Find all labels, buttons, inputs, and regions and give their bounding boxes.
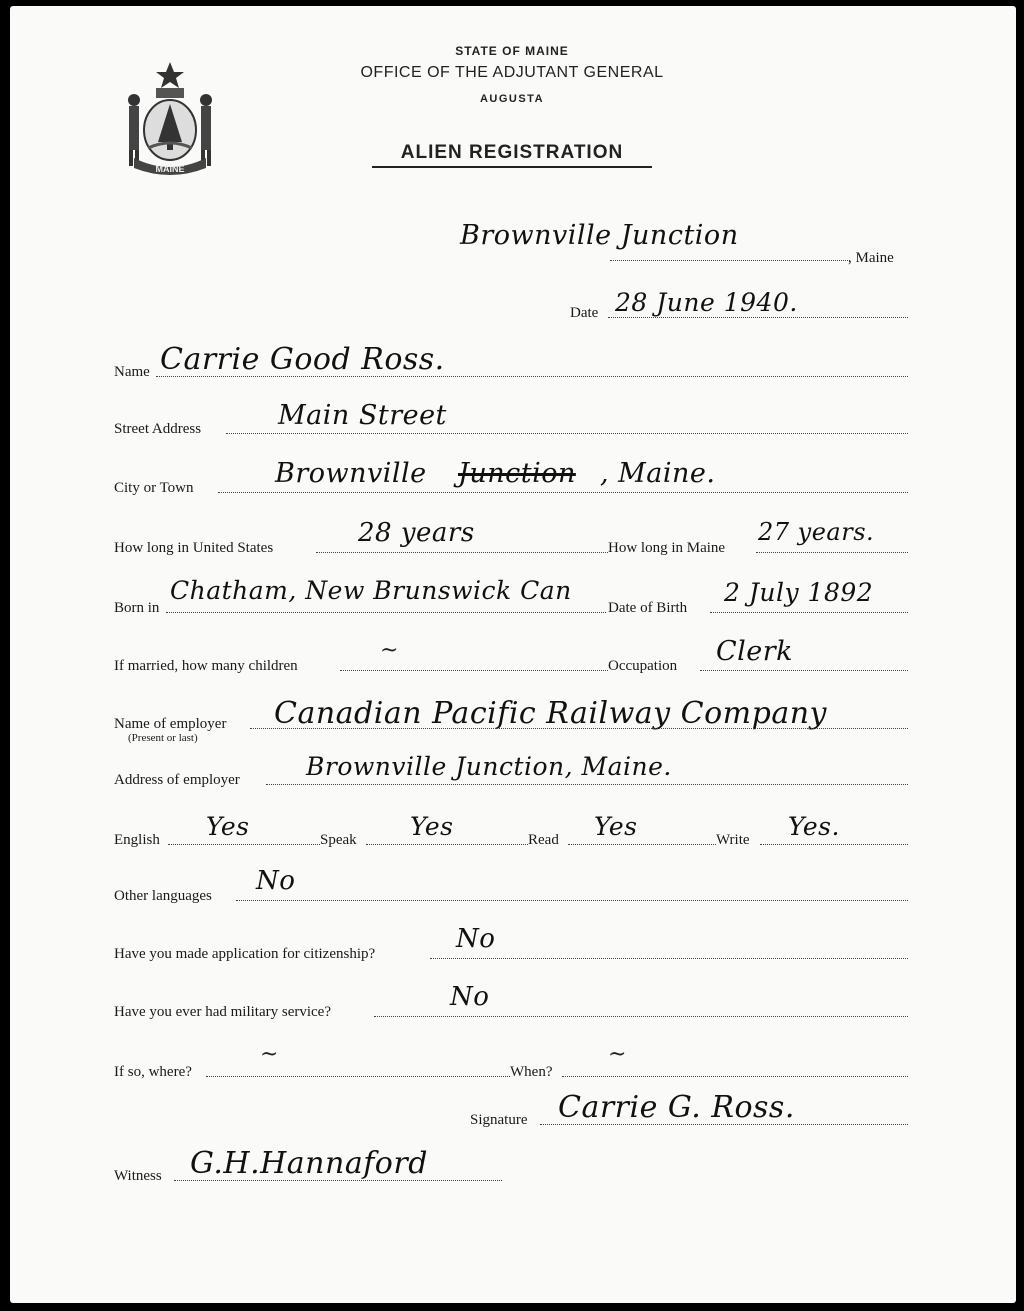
- date-label: Date: [570, 305, 599, 321]
- registration-form: [10, 6, 1016, 1303]
- date-line: [608, 317, 908, 318]
- citizenship-line: [430, 958, 908, 959]
- street-line: [226, 433, 908, 434]
- maine-state-seal-icon: [120, 58, 220, 182]
- english-line: [168, 844, 320, 845]
- english-label: English: [114, 832, 160, 848]
- form-title: ALIEN REGISTRATION: [372, 142, 652, 168]
- write-entry: Yes.: [788, 812, 840, 841]
- when-dash: ~: [608, 1042, 627, 1067]
- name-entry: Carrie Good Ross.: [160, 342, 445, 377]
- how-long-us-line: [316, 552, 608, 553]
- how-long-maine-label: How long in Maine: [608, 540, 726, 556]
- where-dash: ~: [260, 1042, 279, 1067]
- children-line: [340, 670, 608, 671]
- signature-line: [540, 1124, 908, 1125]
- occupation-label: Occupation: [608, 658, 678, 674]
- citizenship-entry: No: [456, 924, 496, 954]
- write-label: Write: [716, 832, 750, 848]
- header-office: OFFICE OF THE ADJUTANT GENERAL: [360, 64, 664, 81]
- employer-address-label: Address of employer: [114, 772, 240, 788]
- employer-label: Name of employer: [114, 716, 227, 732]
- employer-address-entry: Brownville Junction, Maine.: [306, 752, 672, 781]
- military-label: Have you ever had military service?: [114, 1004, 331, 1020]
- date-entry: 28 June 1940.: [615, 288, 798, 317]
- other-languages-line: [236, 900, 908, 901]
- witness-label: Witness: [114, 1168, 162, 1184]
- occupation-entry: Clerk: [716, 636, 794, 667]
- children-label: If married, how many children: [114, 658, 298, 674]
- english-entry: Yes: [206, 812, 250, 841]
- where-label: If so, where?: [114, 1064, 192, 1080]
- born-in-line: [166, 612, 606, 613]
- name-label: Name: [114, 364, 150, 380]
- read-entry: Yes: [594, 812, 638, 841]
- how-long-maine-line: [756, 552, 908, 553]
- speak-label: Speak: [320, 832, 357, 848]
- street-entry: Main Street: [278, 400, 447, 431]
- street-label: Street Address: [114, 421, 202, 437]
- date-of-birth-label: Date of Birth: [608, 600, 688, 616]
- name-line: [156, 376, 908, 377]
- city-state-entry: , Maine.: [600, 458, 716, 489]
- date-of-birth-line: [710, 612, 908, 613]
- svg-text:MAINE: MAINE: [155, 164, 185, 174]
- employer-line: [250, 728, 908, 729]
- children-dash: ~: [380, 638, 399, 663]
- other-languages-label: Other languages: [114, 888, 212, 904]
- header-city: AUGUSTA: [479, 93, 545, 105]
- how-long-maine-entry: 27 years.: [758, 518, 875, 546]
- military-entry: No: [450, 982, 490, 1012]
- place-entry: Brownville Junction: [460, 220, 739, 251]
- maine-label: , Maine: [848, 250, 894, 266]
- speak-line: [366, 844, 528, 845]
- place-line: [610, 260, 850, 261]
- header-state: STATE OF MAINE: [455, 44, 569, 58]
- born-in-entry: Chatham, New Brunswick Can: [170, 576, 572, 605]
- military-line: [374, 1016, 908, 1017]
- citizenship-label: Have you made application for citizenship?: [114, 946, 376, 962]
- how-long-us-entry: 28 years: [358, 518, 475, 548]
- city-struck-entry: Junction: [458, 458, 576, 489]
- occupation-line: [700, 670, 908, 671]
- city-line: [218, 492, 908, 493]
- read-line: [568, 844, 716, 845]
- employer-address-line: [266, 784, 908, 785]
- speak-entry: Yes: [410, 812, 454, 841]
- born-in-label: Born in: [114, 600, 160, 616]
- when-label: When?: [510, 1064, 553, 1080]
- where-line: [206, 1076, 510, 1077]
- when-line: [562, 1076, 908, 1077]
- employer-note: (Present or last): [128, 732, 198, 744]
- witness-entry: G.H.Hannaford: [190, 1146, 428, 1181]
- signature-entry: Carrie G. Ross.: [558, 1090, 795, 1125]
- witness-line: [174, 1180, 502, 1181]
- city-label: City or Town: [114, 480, 194, 496]
- date-of-birth-entry: 2 July 1892: [724, 578, 874, 607]
- how-long-us-label: How long in United States: [114, 540, 274, 556]
- employer-entry: Canadian Pacific Railway Company: [274, 696, 827, 731]
- write-line: [760, 844, 908, 845]
- city-town-entry: Brownville: [275, 458, 427, 489]
- other-languages-entry: No: [256, 866, 296, 896]
- signature-label: Signature: [470, 1112, 528, 1128]
- read-label: Read: [528, 832, 559, 848]
